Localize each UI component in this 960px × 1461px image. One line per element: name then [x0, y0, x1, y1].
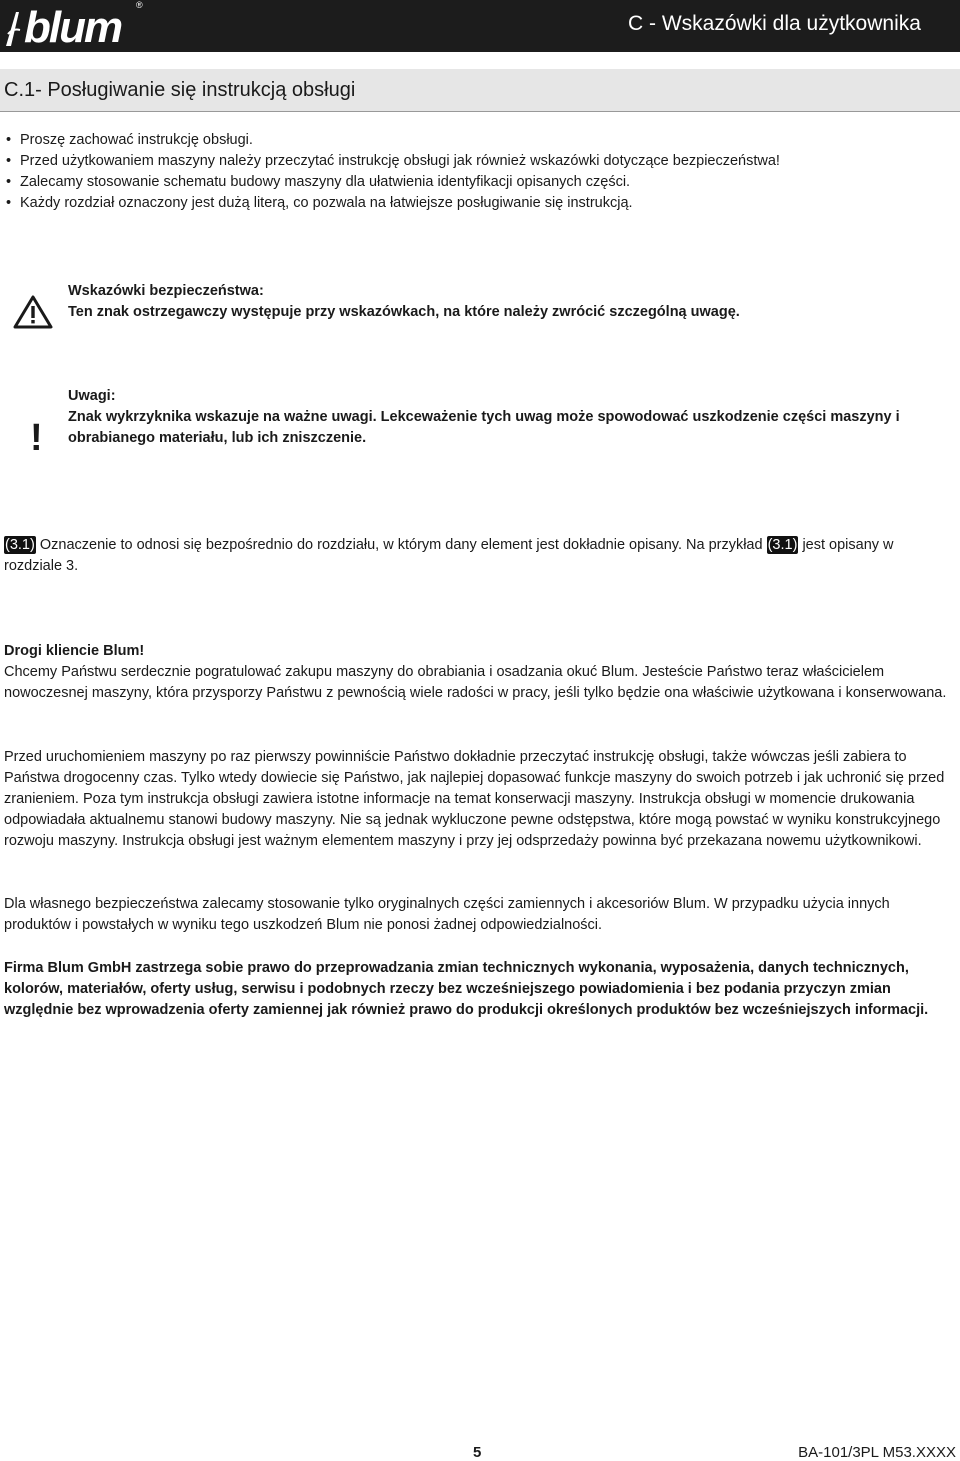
list-item: • Przed użytkowaniem maszyny należy przeczytać instrukcję obsługi jak również wskazówki dotyczące bezpieczeństwa!	[4, 151, 780, 172]
blum-logo	[4, 3, 122, 52]
reference-text: jest opisany w rozdziale 3.	[4, 537, 894, 574]
logo-wordmark: blum	[24, 3, 122, 52]
reference-text: Oznaczenie to odnosi się bezpośrednio do rozdziału, w którym dany element jest dokładnie opisany. Na przykład	[35, 537, 767, 553]
reference-explanation	[4, 535, 950, 577]
warning-triangle-icon	[13, 294, 53, 330]
safety-notice	[68, 281, 948, 323]
registered-mark: ®	[136, 0, 143, 10]
section-title: C.1- Posługiwanie się instrukcją obsługi	[4, 79, 356, 101]
attention-notice-heading: Uwagi:	[68, 388, 116, 404]
letter-paragraph: Przed uruchomieniem maszyny po raz pierwszy powinniście Państwo dokładnie przeczytać instrukcję obsługi, także wówczas jeśli zabiera to Państwa drogocenny czas. Tylko wtedy dowiecie się Państwo, jak najlepiej dopasować funkcje maszyny do swoich potrzeb i jak uchronić się przed zranieniem. Poza tym instrukcja obsługi zawiera istotne informacje na temat konserwacji maszyny. Instrukcja obsługi w momencie drukowania odpowiadała aktualnemu stanowi budowy maszyny. Nie są jednak wykluczone pewne odstępstwa, które mogą powstać w wyniku konstrukcyjnego rozwoju maszyny. Instrukcja obsługi jest ważnym elementem maszyny i przy jej odsprzedaży powinna być przekazana nowemu użytkownikowi.	[4, 749, 945, 849]
letter-paragraph: Chcemy Państwu serdecznie pogratulować zakupu maszyny do obrabiania i osadzania okuć Blum. Jesteście Państwo teraz właścicielem nowoczesnej maszyny, która przysporzy Państwu z pewnością wiele radości w pracy, jeśli tylko będzie ona właściwie użytkowana i konserwowana.	[4, 664, 947, 701]
attention-notice-text: Znak wykrzyknika wskazuje na ważne uwagi. Lekceważenie tych uwag może spowodować uszkodzenie części maszyny i obrabianego materiału, lub ich zniszczenie.	[68, 409, 900, 446]
reference-badge: (3.1)	[5, 537, 35, 553]
list-item: • Zalecamy stosowanie schematu budowy maszyny dla ułatwienia identyfikacji opisanych części.	[4, 172, 780, 193]
safety-notice-text: Ten znak ostrzegawczy występuje przy wskazówkach, na które należy zwrócić szczególną uwagę.	[68, 304, 740, 320]
page-number: 5	[473, 1444, 482, 1461]
exclamation-icon: !	[30, 417, 43, 459]
safety-notice-heading: Wskazówki bezpieczeństwa:	[68, 283, 264, 299]
reference-badge: (3.1)	[767, 537, 798, 553]
list-item: • Każdy rozdział oznaczony jest dużą literą, co pozwala na łatwiejsze posługiwanie się instrukcją.	[4, 193, 780, 214]
page-header	[0, 0, 960, 52]
document-code: BA-101/3PL M53.XXXX	[798, 1444, 956, 1461]
letter-greeting: Drogi kliencie Blum!	[4, 643, 145, 659]
chapter-title: C - Wskazówki dla użytkownika	[628, 12, 921, 35]
letter-paragraph: Dla własnego bezpieczeństwa zalecamy stosowanie tylko oryginalnych części zamiennych i akcesoriów Blum. W przypadku użycia innych produktów i powstałych w wyniku tego uszkodzeń Blum nie ponosi żadnej odpowiedzialności.	[4, 896, 890, 933]
attention-notice	[68, 386, 948, 449]
legal-disclaimer: Firma Blum GmbH zastrzega sobie prawo do przeprowadzania zmian technicznych wykonania, wyposażenia, danych technicznych, kolorów, materiałów, oferty usług, serwisu i podobnych rzeczy bez wcześniejszego powiadomienia i bez podania przyczyn zmian względnie bez wprowadzenia oferty zamiennej jak również prawo do produkcji określonych produktów bez wcześniejszych informacji.	[4, 960, 929, 1018]
blum-logo-icon	[4, 8, 22, 48]
instruction-bullets	[4, 130, 780, 214]
section-divider	[0, 111, 960, 112]
list-item: • Proszę zachować instrukcję obsługi.	[4, 130, 780, 151]
